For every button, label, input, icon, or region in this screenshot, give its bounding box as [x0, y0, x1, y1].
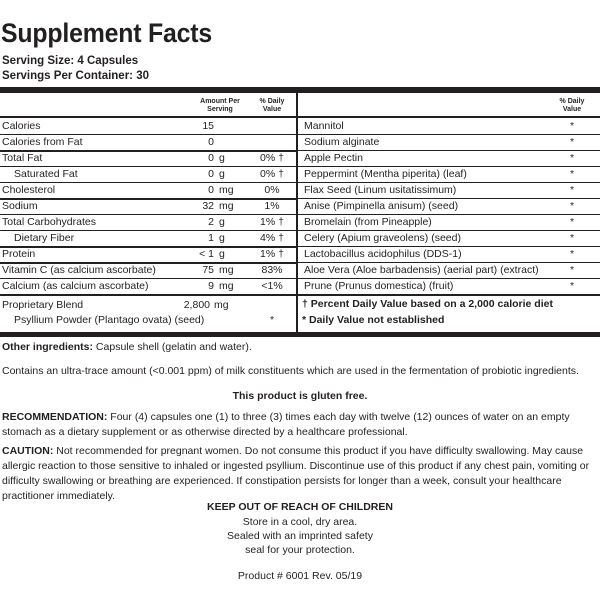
nutrient-unit: mg	[219, 264, 234, 276]
nutrient-amount: 15	[202, 120, 214, 132]
keep-out-of-reach: KEEP OUT OF REACH OF CHILDREN	[207, 501, 393, 513]
nutrient-unit: g	[219, 152, 225, 164]
nutrient-row	[0, 278, 296, 296]
nutrient-label: Cholesterol	[2, 184, 56, 196]
footnote-dv-not-established: * Daily Value not established	[302, 314, 445, 326]
nutrient-row	[0, 198, 296, 215]
nutrient-unit: g	[219, 248, 225, 260]
ingredient-label: Apple Pectin	[304, 152, 363, 164]
ingredient-label: Lactobacillus acidophilus (DDS-1)	[304, 248, 462, 260]
nutrient-daily-value: <1%	[261, 280, 283, 292]
ingredient-row	[298, 166, 600, 183]
header-amount-line2: Serving	[207, 106, 233, 113]
ingredient-label: Prune (Prunus domestica) (fruit)	[304, 280, 454, 292]
ingredient-daily-value: *	[569, 120, 575, 132]
blend-row	[0, 296, 296, 332]
ingredient-label: Anise (Pimpinella anisum) (seed)	[304, 200, 459, 212]
nutrient-amount: 75	[202, 264, 214, 276]
ingredient-daily-value: *	[569, 168, 575, 180]
nutrient-daily-value: 83%	[261, 264, 283, 276]
ingredient-label: Flax Seed (Linum usitatissimum)	[304, 184, 457, 196]
right-header-dv-line2: Value	[562, 106, 582, 113]
ingredient-label: Bromelain (from Pineapple)	[304, 216, 432, 228]
ingredient-label: Mannitol	[304, 120, 344, 132]
nutrient-label: Protein	[2, 248, 36, 260]
blend-sub-dv: *	[269, 314, 275, 326]
ingredient-daily-value: *	[569, 136, 575, 148]
header-dv-line1: % Daily	[259, 98, 285, 105]
nutrient-daily-value: 1% †	[260, 248, 284, 260]
ingredient-row	[298, 214, 600, 231]
nutrient-amount: 32	[202, 200, 214, 212]
blend-unit: mg	[214, 299, 229, 311]
ingredient-daily-value: *	[569, 152, 575, 164]
nutrient-amount: 0	[208, 168, 214, 180]
blend-amount: 2,800	[183, 299, 210, 311]
ingredient-daily-value: *	[569, 216, 575, 228]
recommendation-label: RECOMMENDATION:	[2, 411, 108, 423]
ingredient-label: Sodium alginate	[304, 136, 380, 148]
other-ingredients	[2, 340, 598, 355]
right-header-dv-line1: % Daily	[559, 98, 585, 105]
nutrient-amount: < 1	[199, 248, 214, 260]
nutrient-unit: mg	[219, 184, 234, 196]
header-dv-line2: Value	[262, 106, 282, 113]
nutrient-unit: mg	[219, 280, 234, 292]
ingredient-daily-value: *	[569, 184, 575, 196]
nutrient-amount: 0	[208, 136, 214, 148]
other-ingredients-label: Other ingredients:	[2, 341, 94, 353]
ingredient-row	[298, 278, 600, 296]
nutrient-label: Vitamin C (as calcium ascorbate)	[2, 264, 156, 276]
nutrient-row	[0, 214, 296, 231]
ingredient-daily-value: *	[569, 200, 575, 212]
nutrient-amount: 9	[208, 280, 214, 292]
nutrient-daily-value: 0% †	[260, 152, 284, 164]
nutrient-amount: 0	[208, 152, 214, 164]
ingredient-daily-value: *	[569, 248, 575, 260]
ingredient-daily-value: *	[569, 264, 575, 276]
nutrient-row	[0, 118, 296, 135]
ingredient-row	[298, 134, 600, 151]
ingredient-label: Celery (Apium graveolens) (seed)	[304, 232, 461, 244]
gluten-free: This product is gluten free.	[232, 390, 368, 402]
nutrient-label: Saturated Fat	[14, 168, 78, 180]
left-panel	[0, 93, 296, 332]
nutrient-unit: mg	[219, 200, 234, 212]
nutrient-amount: 0	[208, 184, 214, 196]
nutrient-label: Total Carbohydrates	[2, 216, 96, 228]
header-amount-per-serving	[192, 98, 248, 114]
nutrient-unit: g	[219, 168, 225, 180]
ingredient-daily-value: *	[569, 280, 575, 292]
ingredient-row	[298, 198, 600, 215]
nutrient-label: Calcium (as calcium ascorbate)	[2, 280, 149, 292]
nutrient-label: Calories	[2, 120, 41, 132]
nutrient-daily-value: 4% †	[260, 232, 284, 244]
other-ingredients-text: Capsule shell (gelatin and water).	[93, 341, 252, 353]
caution	[2, 444, 598, 504]
right-header-daily-value	[550, 98, 594, 114]
nutrient-label: Total Fat	[2, 152, 43, 164]
nutrient-label: Calories from Fat	[2, 136, 83, 148]
recommendation	[2, 410, 598, 440]
ingredient-row	[298, 182, 600, 199]
caution-text: Not recommended for pregnant women. Do not consume this product if you have difficulty swallowing. May cause allergic reaction to those sensitive to inhaled or ingested psyllium. Discontinue use of this product if any chest pain, vomiting or difficulty swallowing or breathing are experienced. If constipation persists for longer than a week, consult your healthcare practitioner immediately.	[2, 445, 590, 502]
nutrient-unit: g	[219, 232, 225, 244]
nutrient-unit: g	[219, 216, 225, 228]
product-number: Product # 6001 Rev. 05/19	[237, 570, 363, 582]
servings-per-container: Servings Per Container: 30	[2, 70, 149, 82]
nutrient-amount: 2	[208, 216, 214, 228]
nutrient-daily-value: 1%	[264, 200, 280, 212]
ingredient-row	[298, 230, 600, 247]
storage-line-3: seal for your protection.	[245, 544, 355, 556]
nutrient-label: Sodium	[2, 200, 38, 212]
nutrient-row	[0, 150, 296, 167]
ingredient-row	[298, 150, 600, 167]
ingredient-label: Peppermint (Mentha piperita) (leaf)	[304, 168, 467, 180]
nutrient-daily-value: 0%	[264, 184, 280, 196]
bottom-rule	[0, 332, 600, 337]
ingredient-row	[298, 262, 600, 279]
blend-label: Proprietary Blend	[2, 299, 84, 311]
serving-size: Serving Size: 4 Capsules	[2, 55, 139, 67]
storage-line-2: Sealed with an imprinted safety	[227, 530, 373, 542]
nutrient-daily-value: 1% †	[260, 216, 284, 228]
footnote-percent-dv: † Percent Daily Value based on a 2,000 calorie diet	[302, 298, 553, 310]
header-daily-value	[252, 98, 292, 114]
right-panel	[298, 93, 600, 332]
nutrient-label: Dietary Fiber	[14, 232, 75, 244]
blend-sub-label: Psyllium Powder (Plantago ovata) (seed)	[14, 314, 205, 326]
supplement-facts-title: Supplement Facts	[1, 18, 213, 48]
caution-label: CAUTION:	[2, 445, 54, 457]
ingredient-row	[298, 246, 600, 263]
storage-line-1: Store in a cool, dry area.	[242, 516, 358, 528]
ingredient-daily-value: *	[569, 232, 575, 244]
ingredient-row	[298, 118, 600, 135]
nutrient-row	[0, 262, 296, 279]
recommendation-text: Four (4) capsules one (1) to three (3) times each day with twelve (12) ounces of water on an empty stomach as a dietary supplement or as otherwise directed by a healthcare professional.	[2, 411, 570, 438]
trace-statement: Contains an ultra-trace amount (<0.001 ppm) of milk constituents which are used in the fermentation of probiotic ingredients.	[2, 365, 579, 377]
header-amount-line1: Amount Per	[200, 98, 240, 105]
nutrient-amount: 1	[208, 232, 214, 244]
nutrient-daily-value: 0% †	[260, 168, 284, 180]
nutrient-row	[0, 166, 296, 183]
ingredient-label: Aloe Vera (Aloe barbadensis) (aerial part) (extract)	[304, 264, 539, 276]
